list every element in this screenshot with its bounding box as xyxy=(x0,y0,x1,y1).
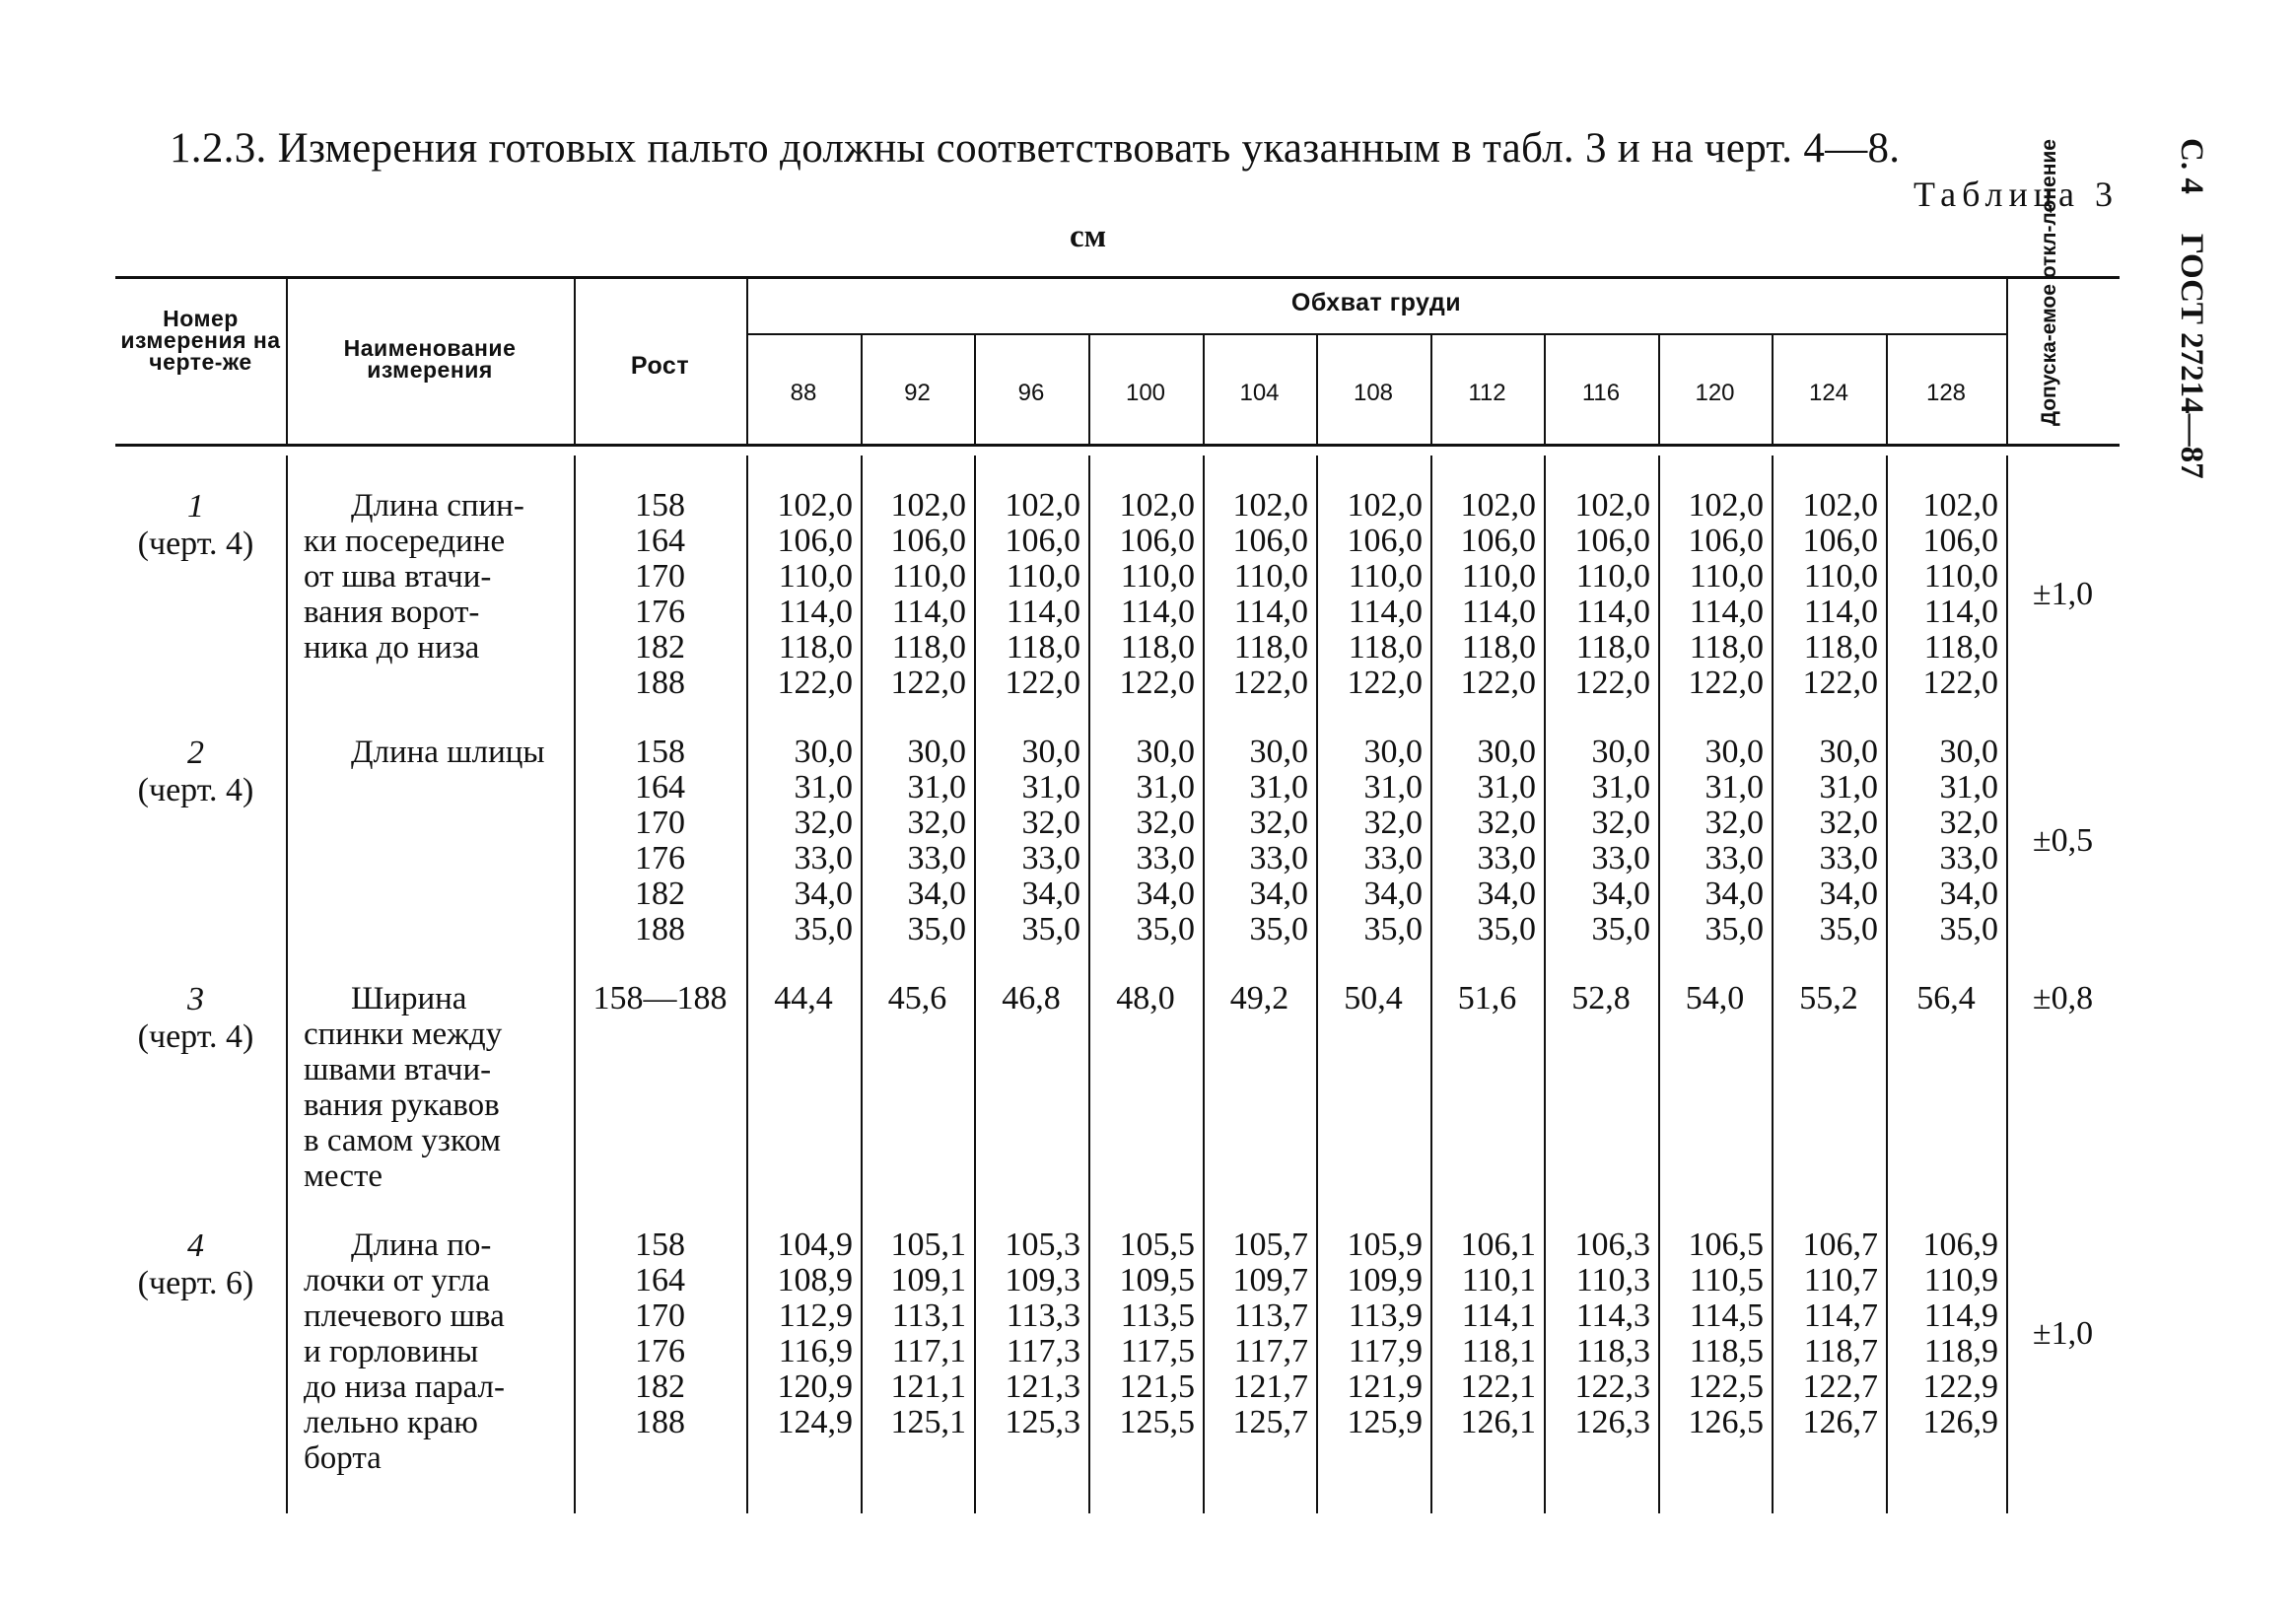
gost-code: ГОСТ 27214—87 xyxy=(2174,233,2209,479)
row-4-value-124: 106,7 110,7 114,7 118,7 122,7 126,7 xyxy=(1802,1227,1878,1440)
row-3-value-124: 55,2 xyxy=(1799,980,1858,1016)
header-chest-120: 120 xyxy=(1695,380,1735,406)
row-4-height: 158 164 170 176 182 188 xyxy=(635,1227,685,1440)
header-chest-104: 104 xyxy=(1239,380,1280,406)
row-1-value-112: 102,0 106,0 110,0 114,0 118,0 122,0 xyxy=(1460,487,1536,701)
row-4-value-92: 105,1 109,1 113,1 117,1 121,1 125,1 xyxy=(890,1227,966,1440)
header-tolerance: Допуска-емое откл-лонение xyxy=(2038,139,2060,426)
rule-chest-group xyxy=(746,333,2006,335)
row-4-name xyxy=(304,1227,572,1476)
header-chest-108: 108 xyxy=(1353,380,1394,406)
drawing-ref: (черт. 4) xyxy=(137,1018,254,1055)
row-1-value-88: 102,0 106,0 110,0 114,0 118,0 122,0 xyxy=(777,487,853,701)
table-caption: Таблица 3 xyxy=(1913,175,2119,214)
row-3-value-120: 54,0 xyxy=(1685,980,1745,1016)
name-line: месте xyxy=(304,1158,383,1194)
unit-label: см xyxy=(1070,219,1107,254)
row-3-height: 158—188 xyxy=(592,980,728,1016)
row-2-value-108: 30,0 31,0 32,0 33,0 34,0 35,0 xyxy=(1363,734,1423,947)
header-chest-112: 112 xyxy=(1468,380,1506,406)
drawing-ref: (черт. 4) xyxy=(137,526,254,562)
row-1-height: 158 164 170 176 182 188 xyxy=(635,487,685,701)
rule-col-13 xyxy=(2006,276,2008,444)
name-line: лельно краю xyxy=(304,1405,478,1440)
row-2-value-120: 30,0 31,0 32,0 33,0 34,0 35,0 xyxy=(1705,734,1764,947)
name-line: в самом узком xyxy=(304,1123,502,1158)
header-height: Рост xyxy=(630,352,690,380)
row-3-value-116: 52,8 xyxy=(1571,980,1631,1016)
header-chest-96: 96 xyxy=(1017,380,1045,406)
header-number: Номер измерения на черте-же xyxy=(120,306,281,375)
row-4-value-120: 106,5 110,5 114,5 118,5 122,5 126,5 xyxy=(1688,1227,1764,1440)
row-3-value-88: 44,4 xyxy=(774,980,833,1016)
header-chest-92: 92 xyxy=(904,380,931,406)
page-number: С. 4 xyxy=(2174,138,2209,194)
row-2-value-124: 30,0 31,0 32,0 33,0 34,0 35,0 xyxy=(1819,734,1878,947)
rule-col-body-9 xyxy=(1544,456,1546,1513)
rule-col-body-8 xyxy=(1430,456,1432,1513)
row-3-value-100: 48,0 xyxy=(1116,980,1175,1016)
row-2-value-100: 30,0 31,0 32,0 33,0 34,0 35,0 xyxy=(1136,734,1195,947)
row-3-tolerance: ±0,8 xyxy=(2032,980,2094,1016)
name-line: Длина шлицы xyxy=(351,735,545,770)
row-4-value-112: 106,1 110,1 114,1 118,1 122,1 126,1 xyxy=(1460,1227,1536,1440)
drawing-ref: (черт. 4) xyxy=(137,772,254,808)
measure-number: 3 xyxy=(187,981,204,1017)
rule-col-body-1 xyxy=(574,456,576,1513)
rule-col-body-10 xyxy=(1658,456,1660,1513)
name-line: лочки от угла xyxy=(304,1263,490,1298)
name-line: плечевого шва xyxy=(304,1298,505,1334)
row-2-value-96: 30,0 31,0 32,0 33,0 34,0 35,0 xyxy=(1021,734,1080,947)
row-4-value-108: 105,9 109,9 113,9 117,9 121,9 125,9 xyxy=(1347,1227,1423,1440)
row-2-height: 158 164 170 176 182 188 xyxy=(635,734,685,947)
rule-col-body-12 xyxy=(1886,456,1888,1513)
row-2-value-128: 30,0 31,0 32,0 33,0 34,0 35,0 xyxy=(1939,734,1998,947)
row-1-value-96: 102,0 106,0 110,0 114,0 118,0 122,0 xyxy=(1005,487,1080,701)
name-line: Длина спин- xyxy=(351,488,524,524)
row-1-value-100: 102,0 106,0 110,0 114,0 118,0 122,0 xyxy=(1119,487,1195,701)
measure-number: 4 xyxy=(187,1227,204,1264)
name-line: Ширина xyxy=(351,981,467,1016)
row-2-value-116: 30,0 31,0 32,0 33,0 34,0 35,0 xyxy=(1591,734,1650,947)
measure-number: 1 xyxy=(187,488,204,525)
row-3-number xyxy=(105,981,286,1056)
row-4-value-96: 105,3 109,3 113,3 117,3 121,3 125,3 xyxy=(1005,1227,1080,1440)
name-line: вания ворот- xyxy=(304,595,480,630)
row-4-tolerance: ±1,0 xyxy=(2032,1315,2094,1352)
header-chest-group: Обхват груди xyxy=(1290,289,1462,316)
row-4-value-104: 105,7 109,7 113,7 117,7 121,7 125,7 xyxy=(1232,1227,1308,1440)
row-2-value-104: 30,0 31,0 32,0 33,0 34,0 35,0 xyxy=(1249,734,1308,947)
name-line: спинки между xyxy=(304,1016,503,1052)
drawing-ref: (черт. 6) xyxy=(137,1265,254,1301)
row-2-tolerance: ±0,5 xyxy=(2032,822,2094,859)
row-3-value-92: 45,6 xyxy=(887,980,947,1016)
row-3-value-108: 50,4 xyxy=(1344,980,1403,1016)
rule-col-body-5 xyxy=(1088,456,1090,1513)
header-name: Наименование измерения xyxy=(343,335,517,383)
rule-col-body-2 xyxy=(746,456,748,1513)
name-line: до низа парал- xyxy=(304,1369,505,1405)
rule-col-body-0 xyxy=(286,456,288,1513)
row-1-tolerance: ±1,0 xyxy=(2032,576,2094,612)
row-3-value-96: 46,8 xyxy=(1002,980,1061,1016)
paragraph-heading: 1.2.3. Измерения готовых пальто должны соответствовать указанным в табл. 3 и на черт. 4—8. xyxy=(170,125,1901,172)
row-3-value-112: 51,6 xyxy=(1457,980,1517,1016)
rule-top xyxy=(115,276,2120,279)
header-chest-88: 88 xyxy=(790,380,817,406)
row-1-value-128: 102,0 106,0 110,0 114,0 118,0 122,0 xyxy=(1922,487,1998,701)
row-1-value-108: 102,0 106,0 110,0 114,0 118,0 122,0 xyxy=(1347,487,1423,701)
row-1-value-104: 102,0 106,0 110,0 114,0 118,0 122,0 xyxy=(1232,487,1308,701)
row-4-value-100: 105,5 109,5 113,5 117,5 121,5 125,5 xyxy=(1119,1227,1195,1440)
row-3-value-128: 56,4 xyxy=(1916,980,1976,1016)
row-1-name xyxy=(304,488,572,666)
row-4-value-88: 104,9 108,9 112,9 116,9 120,9 124,9 xyxy=(777,1227,853,1440)
row-4-number xyxy=(105,1227,286,1302)
measure-number: 2 xyxy=(187,735,204,771)
rule-col-body-3 xyxy=(861,456,863,1513)
header-chest-128: 128 xyxy=(1925,380,1967,406)
name-line: ки посередине xyxy=(304,524,506,559)
rule-header-bottom xyxy=(115,444,2120,447)
name-line: Длина по- xyxy=(351,1227,492,1263)
row-1-value-124: 102,0 106,0 110,0 114,0 118,0 122,0 xyxy=(1802,487,1878,701)
row-2-value-92: 30,0 31,0 32,0 33,0 34,0 35,0 xyxy=(907,734,966,947)
name-line: от шва втачи- xyxy=(304,559,492,595)
row-2-value-88: 30,0 31,0 32,0 33,0 34,0 35,0 xyxy=(794,734,853,947)
name-line: борта xyxy=(304,1440,382,1476)
header-chest-100: 100 xyxy=(1125,380,1166,406)
row-3-value-104: 49,2 xyxy=(1229,980,1289,1016)
row-1-value-92: 102,0 106,0 110,0 114,0 118,0 122,0 xyxy=(890,487,966,701)
row-2-value-112: 30,0 31,0 32,0 33,0 34,0 35,0 xyxy=(1477,734,1536,947)
header-chest-124: 124 xyxy=(1808,380,1849,406)
row-1-value-120: 102,0 106,0 110,0 114,0 118,0 122,0 xyxy=(1688,487,1764,701)
header-chest-116: 116 xyxy=(1581,380,1621,406)
name-line: швами втачи- xyxy=(304,1052,492,1087)
row-1-number xyxy=(105,488,286,563)
rule-col-body-7 xyxy=(1316,456,1318,1513)
row-2-number xyxy=(105,735,286,809)
name-line: и горловины xyxy=(304,1334,479,1369)
row-3-name xyxy=(304,981,572,1194)
rule-col-body-4 xyxy=(974,456,976,1513)
rule-col-body-6 xyxy=(1203,456,1205,1513)
rule-col-body-11 xyxy=(1772,456,1774,1513)
name-line: вания рукавов xyxy=(304,1087,500,1123)
row-1-value-116: 102,0 106,0 110,0 114,0 118,0 122,0 xyxy=(1574,487,1650,701)
row-4-value-128: 106,9 110,9 114,9 118,9 122,9 126,9 xyxy=(1922,1227,1998,1440)
row-4-value-116: 106,3 110,3 114,3 118,3 122,3 126,3 xyxy=(1574,1227,1650,1440)
name-line: ника до низа xyxy=(304,630,480,666)
row-2-name xyxy=(304,735,572,770)
